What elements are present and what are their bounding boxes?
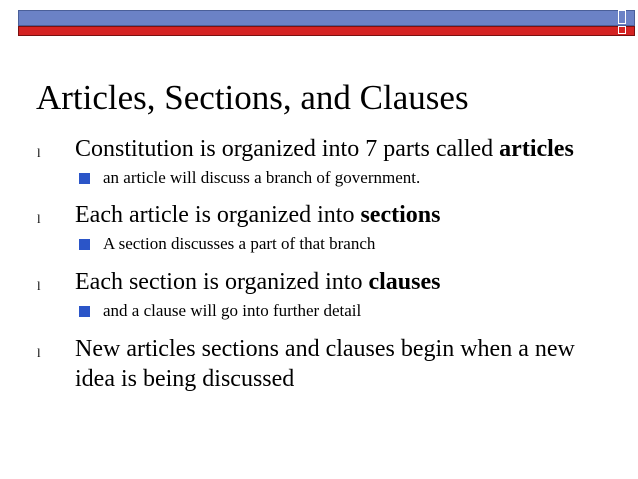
bullet-marker: l — [37, 345, 41, 360]
bullet-text: Constitution is organized into 7 parts called — [75, 136, 500, 162]
square-bullet-icon — [79, 239, 90, 250]
bullet-item — [75, 267, 440, 297]
bullet-emphasis: articles — [499, 136, 574, 162]
bullet-item-line2: idea is being discussed — [75, 366, 295, 392]
slide-title: Articles, Sections, and Clauses — [36, 78, 469, 117]
bullet-emphasis: clauses — [368, 269, 441, 295]
bullet-item — [75, 200, 440, 230]
square-bullet-icon — [79, 306, 90, 317]
bullet-marker: l — [37, 278, 41, 293]
square-bullet-icon — [79, 173, 90, 184]
bullet-text: Each section is organized into — [75, 269, 369, 295]
bullet-item-line1: New articles sections and clauses begin when a new — [75, 336, 575, 362]
bullet-marker: l — [37, 145, 41, 160]
sub-bullet-item: and a clause will go into further detail — [103, 301, 362, 320]
bullet-marker: l — [37, 211, 41, 226]
header-band-top-square — [618, 10, 626, 24]
header-band-bottom-square — [618, 26, 626, 34]
bullet-item — [75, 134, 574, 164]
sub-bullet-item: A section discusses a part of that branch — [103, 234, 376, 253]
bullet-emphasis: sections — [360, 202, 441, 228]
header-band-top — [18, 10, 635, 26]
header-band-bottom — [18, 26, 635, 36]
sub-bullet-item: an article will discuss a branch of government. — [103, 168, 421, 187]
bullet-text: Each article is organized into — [75, 202, 361, 228]
